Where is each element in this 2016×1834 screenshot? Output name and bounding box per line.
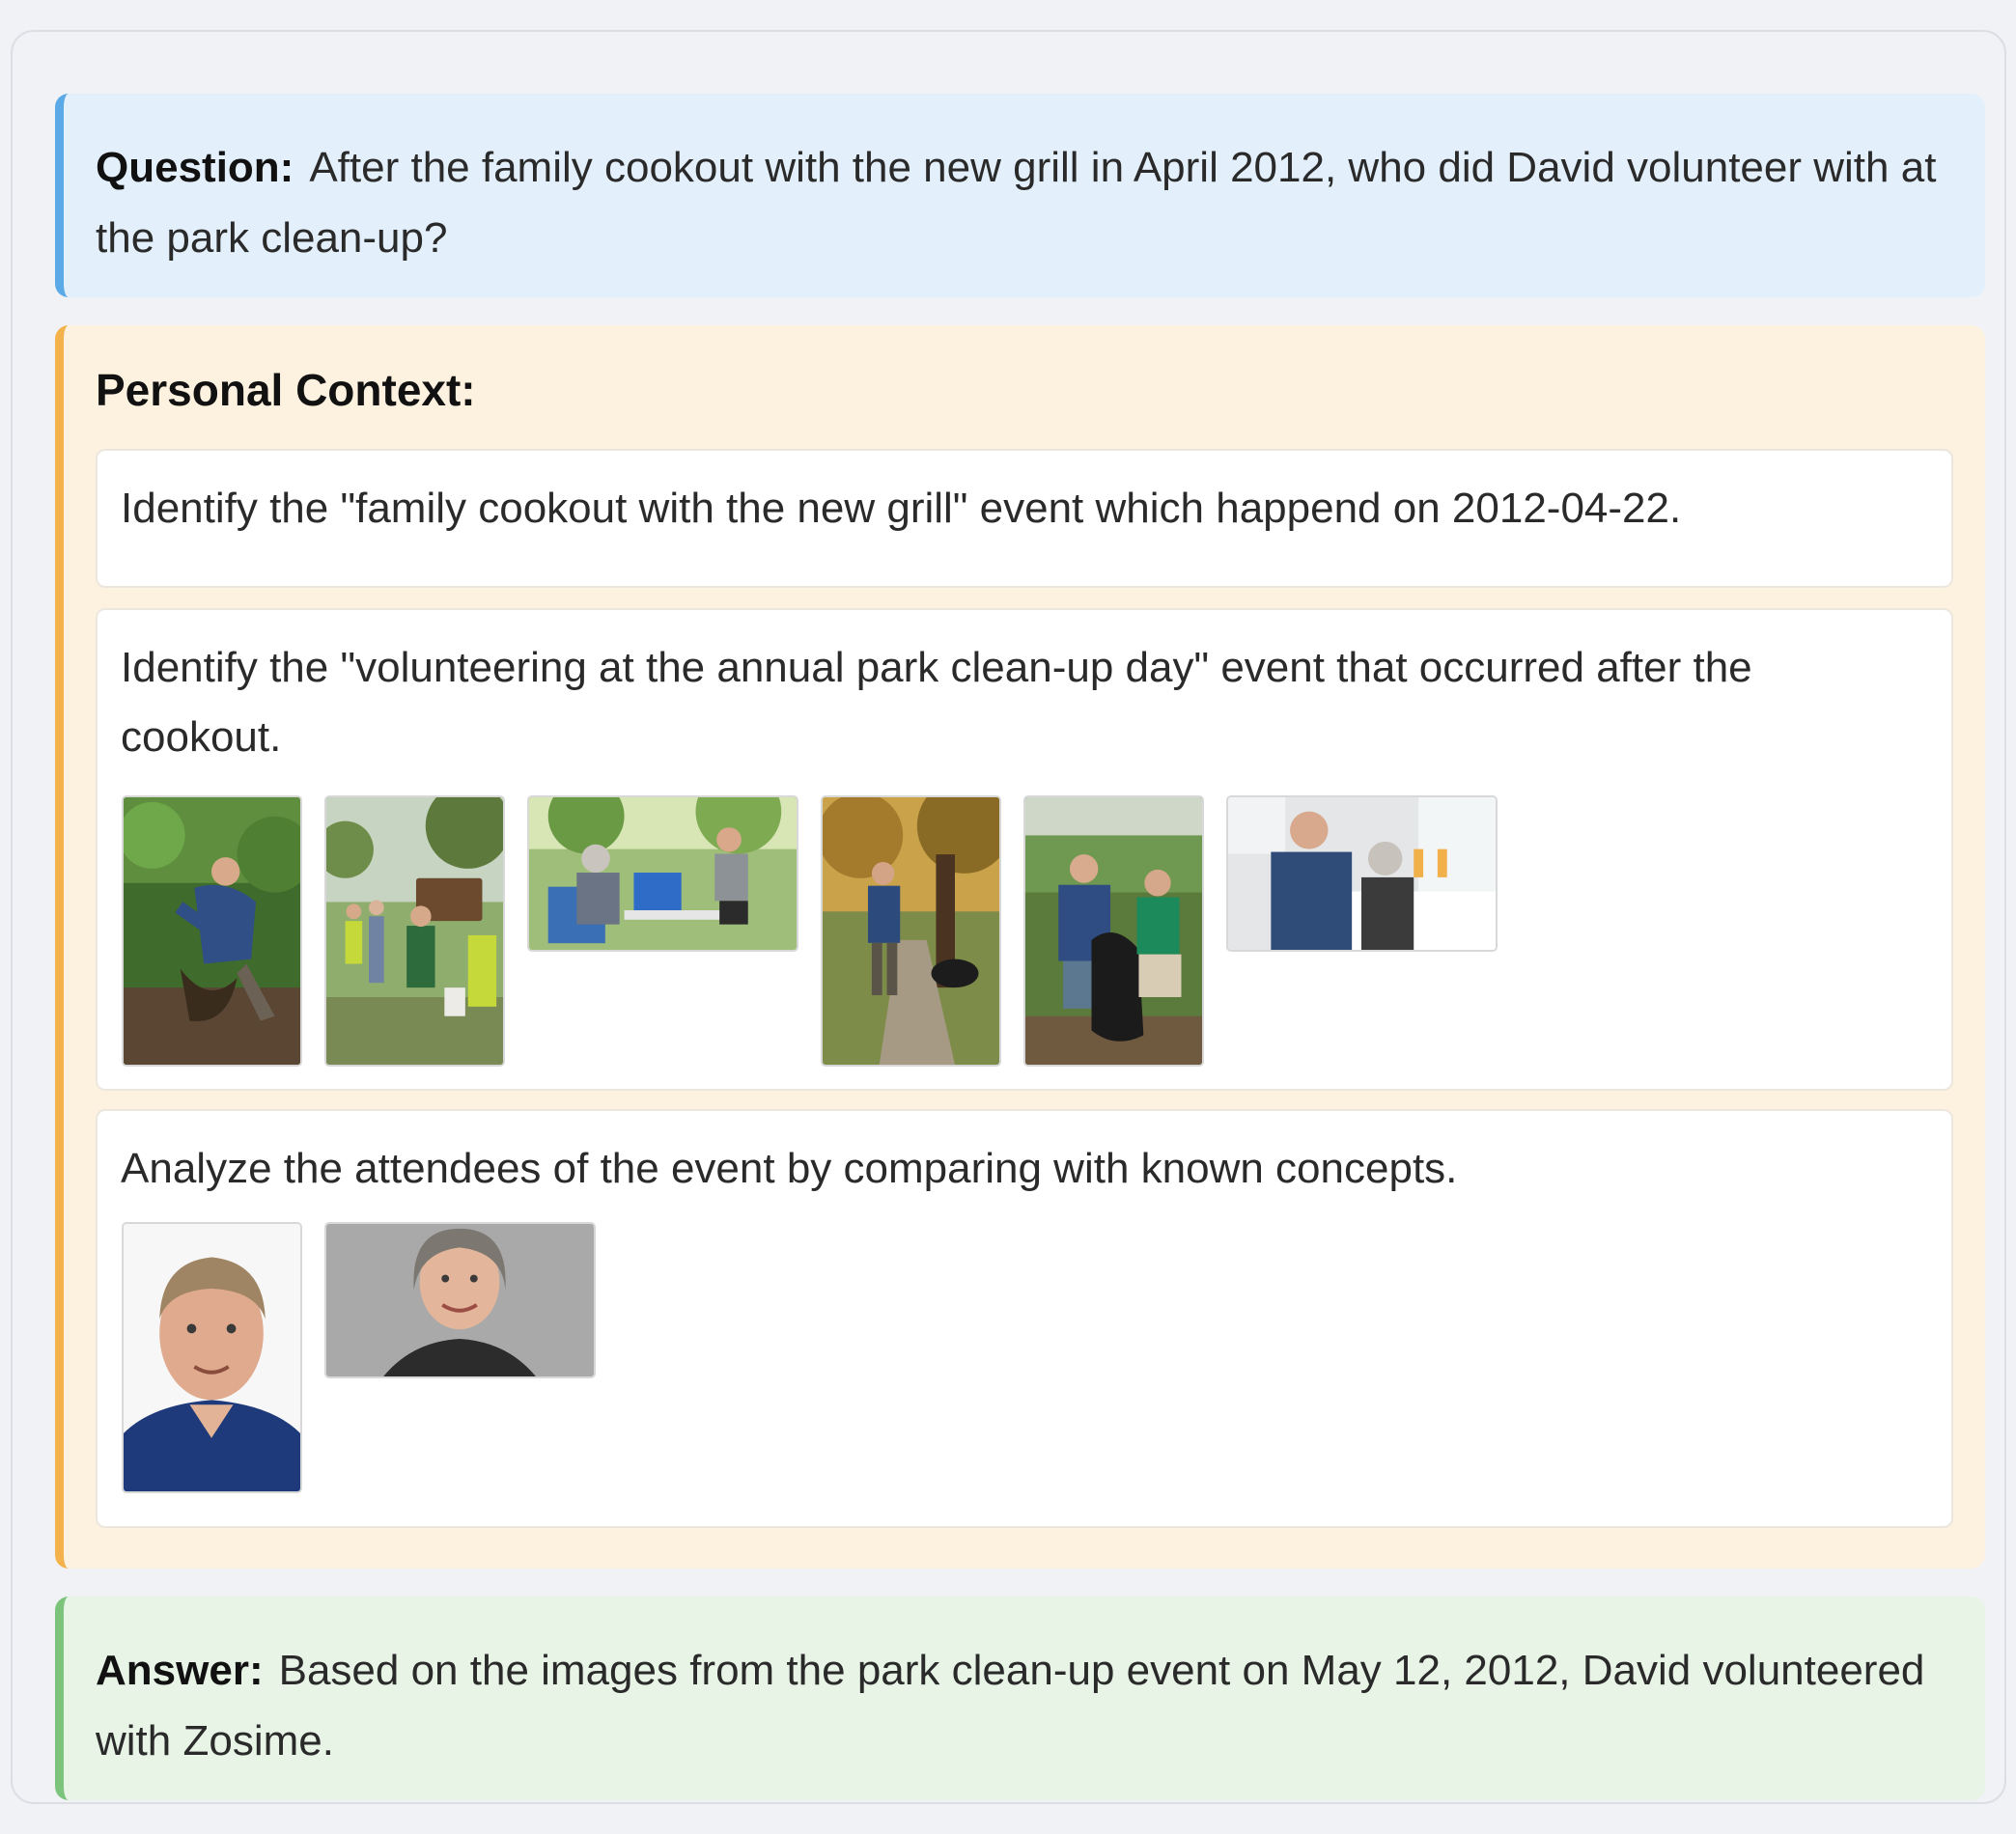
context-step-1 [96,449,1953,588]
question-label: Question: [96,144,294,191]
photo-volunteers-at-park-sign[interactable] [324,795,505,1067]
answer-text: Based on the images from the park clean-up event on May 12, 2012, David volunteered with Zosime. [96,1647,1925,1765]
photo-man-pulling-weeds[interactable] [122,795,302,1067]
context-panel [55,325,1985,1569]
portrait-older-woman[interactable] [324,1222,596,1378]
context-title: Personal Context: [96,365,476,415]
context-step-3 [96,1109,1953,1528]
answer-label: Answer: [96,1647,264,1694]
photo-man-and-older-woman-indoors[interactable] [1226,795,1498,952]
step-2-text: Identify the "volunteering at the annual park clean-up day" event that occurred after the cookout. [121,644,1752,761]
step-3-text: Analyze the attendees of the event by comparing with known concepts. [121,1145,1458,1192]
question-text-block [96,132,1946,273]
answer-text-block [96,1635,1946,1776]
context-step-2 [96,608,1953,1091]
question-text: After the family cookout with the new grill in April 2012, who did David volunteer with at the park clean-up? [96,144,1937,262]
photo-man-walking-path[interactable] [821,795,1001,1067]
question-panel [55,94,1985,297]
qa-card [11,30,2006,1804]
portrait-man[interactable] [122,1222,302,1493]
step-1-text: Identify the "family cookout with the new grill" event which happend on 2012-04-22. [121,485,1682,532]
photo-man-and-woman-bagging-weeds[interactable] [1023,795,1204,1067]
photo-woman-handing-drink[interactable] [527,795,798,952]
answer-panel [55,1597,1985,1800]
